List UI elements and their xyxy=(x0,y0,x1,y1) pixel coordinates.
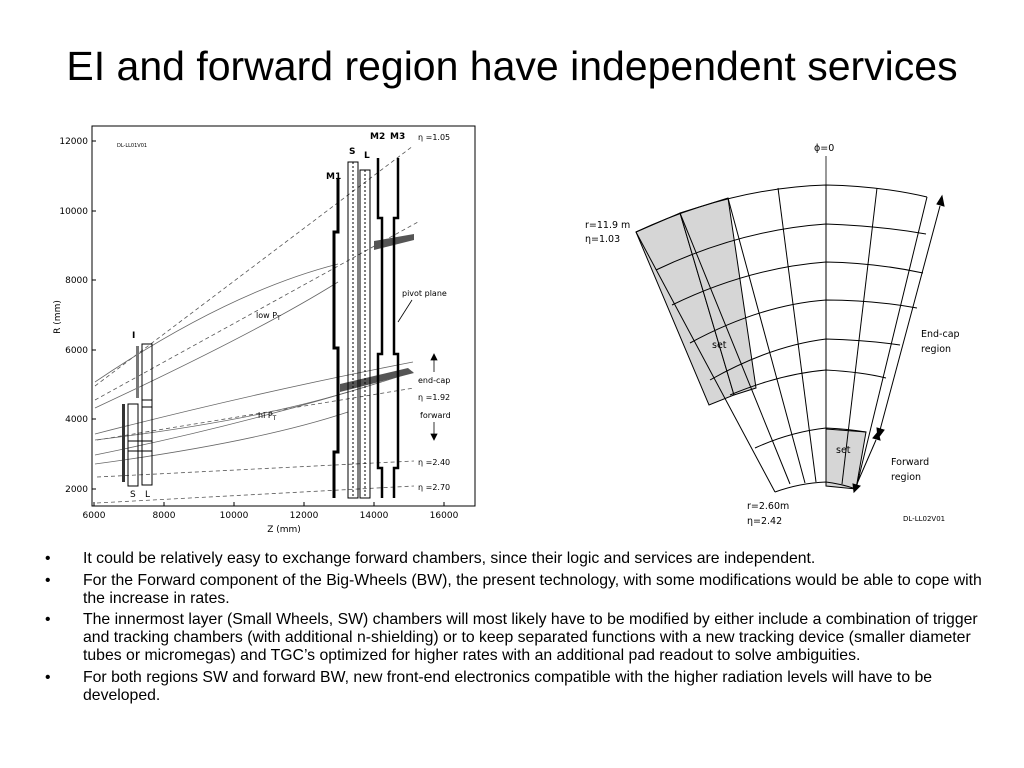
end-cap-region-label-2: region xyxy=(921,344,952,355)
inner-radius-label: r=2.60m xyxy=(747,501,790,512)
eta-240-label: η =2.40 xyxy=(418,458,451,467)
forward-region-label-2: region xyxy=(891,472,922,483)
end-cap-label: end-cap xyxy=(418,376,451,385)
chamber-label-l-top: L xyxy=(364,151,370,161)
outer-eta-label: η=1.03 xyxy=(585,234,621,245)
y-axis-label: R (mm) xyxy=(53,300,63,334)
hi-pt-label: hi $P_T$ xyxy=(258,411,277,422)
ei-chambers xyxy=(122,344,152,486)
chamber-label-l-bottom: L xyxy=(145,490,151,500)
x-tick-label: 16000 xyxy=(429,511,459,521)
big-wheel-chambers xyxy=(334,158,398,498)
phi-label: ϕ=0 xyxy=(814,143,835,154)
rz-layout-figure xyxy=(48,122,480,536)
x-tick-label: 14000 xyxy=(359,511,389,521)
figure-id-label: DL-LL01V01 xyxy=(117,143,148,149)
sector-segments xyxy=(636,185,930,492)
chamber-label-m3: M3 xyxy=(390,132,406,142)
bullet-text: For the Forward component of the Big-Wheels (BW), the present technology, with some modifications would be able to cope with the increase in rates. xyxy=(83,571,982,607)
eta-270-label: η =2.70 xyxy=(418,483,451,492)
low-pt-label: low $P_T$ xyxy=(256,311,281,322)
eta-192-label: η =1.92 xyxy=(418,393,451,402)
bullet-item xyxy=(42,572,992,608)
x-axis-label: Z (mm) xyxy=(267,525,301,535)
forward-region-label: Forward xyxy=(891,457,930,468)
y-tick-label: 12000 xyxy=(59,137,88,147)
bullet-dot: • xyxy=(45,668,51,686)
bullet-list xyxy=(42,550,992,708)
bullet-dot: • xyxy=(45,550,51,567)
chamber-label-s-bottom: S xyxy=(130,490,136,500)
shaded-chamber-forward xyxy=(826,429,866,489)
eta-105-label: η =1.05 xyxy=(418,133,451,142)
inner-eta-label: η=2.42 xyxy=(747,516,783,527)
x-tick-label: 12000 xyxy=(289,511,319,521)
plot-frame xyxy=(92,126,475,506)
slide-title: EI and forward region have independent services xyxy=(66,43,958,89)
y-tick-label: 10000 xyxy=(59,207,88,217)
sector-layout-figure xyxy=(578,130,966,530)
chamber-label-s-top: S xyxy=(349,147,356,157)
end-cap-region-label: End-cap xyxy=(921,329,960,340)
chamber-label-m2: M2 xyxy=(370,132,386,142)
figure-id-label: DL-LL02V01 xyxy=(903,515,946,523)
bullet-text: For both regions SW and forward BW, new front-end electronics compatible with the higher radiation levels will have to be developed. xyxy=(83,668,933,704)
x-tick-label: 10000 xyxy=(219,511,249,521)
y-tick-label: 2000 xyxy=(65,485,88,495)
bullet-item xyxy=(42,550,992,568)
x-tick-label: 8000 xyxy=(152,511,176,521)
bullet-text: The innermost layer (Small Wheels, SW) chambers will most likely have to be modified by either include a combination of trigger and tracking chambers (with additional n-shielding) or to keep separated functions with a new tracking device (smaller diameter tubes or micromegas) and TGC’s optimized for higher rates with an additional pad readout to solve ambiguities. xyxy=(83,611,978,664)
y-tick-label: 8000 xyxy=(65,276,88,286)
bullet-text: It could be relatively easy to exchange forward chambers, since their logic and services are independent. xyxy=(83,550,816,567)
y-tick-label: 6000 xyxy=(65,346,88,356)
chamber-label-m1: M1 xyxy=(326,172,342,182)
chamber-label-i: I xyxy=(132,331,136,341)
set-label: set xyxy=(712,340,727,351)
pivot-plane-label: pivot plane xyxy=(402,289,447,298)
bullet-dot: • xyxy=(45,611,51,629)
y-tick-label: 4000 xyxy=(65,415,88,425)
bullet-dot: • xyxy=(45,571,51,589)
x-tick-label: 6000 xyxy=(82,511,106,521)
outer-radius-label: r=11.9 m xyxy=(585,220,631,231)
set-label: set xyxy=(836,445,851,456)
forward-label: forward xyxy=(420,411,451,420)
bullet-item xyxy=(42,611,992,664)
bullet-item xyxy=(42,669,992,705)
